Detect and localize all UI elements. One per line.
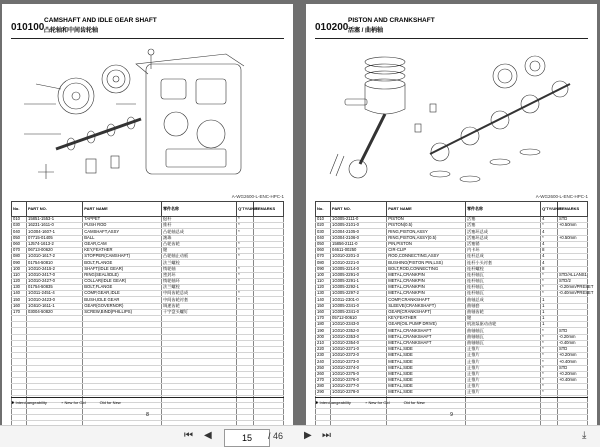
cell-part-name-cn: 止推片 (466, 359, 541, 365)
cell-part-no: 1G010-2378-0 (331, 390, 387, 396)
last-page-icon[interactable]: ⏭ (322, 430, 331, 441)
cell-part-no: 1G005-2341-0 (331, 309, 387, 315)
cell-part-no: 1G010-2221-0 (331, 260, 387, 266)
cell-part-no: 1G004-2106-0 (331, 235, 387, 241)
right-page (306, 4, 597, 426)
title-rule (315, 38, 588, 39)
cell-no: 160 (12, 303, 27, 309)
section-code: 010200 (315, 22, 349, 33)
cell-part-no: 1G010-2372-0 (331, 353, 387, 359)
cell-part-name-cn: 活塞环总成 (466, 235, 541, 241)
cell-part-name: METAL,CRANKSHAFT (387, 334, 466, 340)
cell-part-no: 1G010-2417-0 (27, 272, 83, 278)
cell-part-no: 1J574-1613-2 (27, 241, 83, 247)
cell-part-name-cn: 止推片 (466, 377, 541, 383)
page-number: 8 (146, 412, 149, 418)
cell-qty: * (541, 384, 558, 390)
cell-part-name-cn: 活塞环总成 (466, 229, 541, 235)
cell-qty: * (541, 278, 558, 284)
cell-no: 070 (316, 254, 331, 260)
cell-no: 270 (316, 377, 331, 383)
first-page-icon[interactable]: ⏮ (184, 430, 193, 441)
cell-qty: 1 (541, 322, 558, 328)
cell-part-name: BUSHING(PISTON PIN,LSS) (387, 260, 466, 266)
cell-part-name-cn: 凸轮齿轮 (162, 241, 237, 247)
cell-no: 130 (12, 285, 27, 291)
cell-part-name-cn: 曲轴轴瓦 (466, 340, 541, 346)
section-title: CAMSHAFT AND IDLE GEAR SHAFT (44, 17, 157, 24)
cell-qty: * (541, 291, 558, 297)
cell-part-name: RING,PISTON,ASSY (387, 229, 466, 235)
cell-part-name: KEY,FEATHER (83, 247, 162, 253)
cell-part-name: COMP,GEAR,IDLE (83, 291, 162, 297)
cell-no: 230 (316, 353, 331, 359)
cell-part-name-cn: 凸轮轴止动板 (162, 254, 237, 260)
cell-part-no: 1G004-1607-1 (27, 229, 83, 235)
cell-part-name: METAL,CRANKPIN (387, 291, 466, 297)
cell-part-name-cn: 调速齿轮 (162, 303, 237, 309)
cell-part-name-cn: 止推片 (466, 384, 541, 390)
cell-part-name: BUSH,IDLE GEAR (83, 297, 162, 303)
cell-remarks: +0.40mm (557, 359, 587, 365)
cell-no: 190 (316, 328, 331, 334)
cell-part-no: 1G010-2423-0 (27, 297, 83, 303)
cell-no: 050 (316, 241, 331, 247)
cell-part-no: 1G005-2214-0 (331, 266, 387, 272)
cell-part-name: COLLAR(IDLE GEAR) (83, 278, 162, 284)
cell-part-name: METAL,CRANKPIN (387, 278, 466, 284)
cell-part-name: METAL,SIDE (387, 346, 466, 352)
cell-part-no: 1G010-2415-2 (27, 266, 83, 272)
cell-qty: * (237, 223, 254, 229)
cell-no: 040 (316, 235, 331, 241)
cell-part-name: KEY,FEATHER (387, 316, 466, 322)
cell-part-name: COMP,CRANKSHAFT (387, 297, 466, 303)
footnote-legend (11, 397, 284, 405)
cell-part-name-cn: 挺杆 (162, 217, 237, 223)
cell-part-name: RING,PISTON,ASSY(0.5) (387, 235, 466, 241)
cell-remarks: +0.20mm (557, 353, 587, 359)
cell-no: 120 (12, 278, 27, 284)
cell-part-no: 15851-1553-1 (27, 217, 83, 223)
cell-qty: 4 (541, 229, 558, 235)
cell-part-no: 04611-00250 (331, 247, 387, 253)
cell-remarks: STD (557, 346, 587, 352)
cell-part-name: METAL,SIDE (387, 365, 466, 371)
pdf-viewer-toolbar (0, 425, 600, 447)
cell-qty: 4 (541, 260, 558, 266)
cell-part-no: 07715-01405 (27, 235, 83, 241)
page-number: 9 (450, 412, 453, 418)
cell-no: 180 (316, 322, 331, 328)
cell-remarks: STD/2 (557, 278, 587, 284)
parts-table (11, 201, 284, 427)
cell-part-name-cn: 机油泵驱动齿轮 (466, 322, 541, 328)
cell-part-name-cn: 曲轴轴瓦 (466, 328, 541, 334)
cell-part-no: 16231-1611-0 (27, 223, 83, 229)
cell-qty: * (237, 254, 254, 260)
cell-part-name: GEAR(GOVERNOR) (83, 303, 162, 309)
cell-qty: * (541, 235, 558, 241)
cell-no: 220 (316, 346, 331, 352)
cell-part-name-cn: 活塞销 (466, 241, 541, 247)
section-header (11, 17, 157, 35)
cell-part-no: 1G004-2105-0 (331, 229, 387, 235)
cell-no: 280 (316, 384, 331, 390)
cell-qty: 4 (541, 217, 558, 223)
cell-qty: * (237, 266, 254, 272)
cell-part-name-cn: 十字盘头螺钉 (162, 309, 237, 315)
cell-no: 200 (316, 334, 331, 340)
col-part-no: PART NO. (27, 202, 83, 217)
cell-qty: * (541, 353, 558, 359)
cell-no: 050 (12, 235, 27, 241)
cell-part-name-cn: 止推片 (466, 353, 541, 359)
cell-part-name-cn: 凸轮轴总成 (162, 229, 237, 235)
cell-remarks: -0.20mm (557, 334, 587, 340)
cell-no: 110 (316, 278, 331, 284)
table-header (316, 202, 588, 217)
cell-qty: * (541, 334, 558, 340)
footnote-item: Old for New (403, 400, 425, 405)
cell-no: 150 (12, 297, 27, 303)
cell-no: 060 (12, 241, 27, 247)
cell-part-no: 1G005-2292-1 (331, 285, 387, 291)
cell-part-name: SHAFT(IDLE GEAR) (83, 266, 162, 272)
cell-no: 160 (316, 309, 331, 315)
cell-part-name-cn: 连杆轴瓦 (466, 291, 541, 297)
cell-remarks: -0.40mm/PRESET (558, 290, 594, 296)
cell-no: 150 (316, 303, 331, 309)
footnote-legend (315, 397, 588, 405)
cell-part-no: 1G005-2111-0 (331, 217, 387, 223)
cell-part-name-cn: 止推片 (466, 390, 541, 396)
cell-part-name: METAL,CRANKPIN (387, 272, 466, 278)
drawing-reference: A-WG2600-L-ENC-HPC-1 (231, 194, 284, 199)
cell-part-name: STOPPER(CAMSHAFT) (83, 254, 162, 260)
cell-part-name-cn: 曲轴总成 (466, 297, 541, 303)
cell-qty: 4 (541, 241, 558, 247)
cell-qty: * (237, 272, 254, 278)
cell-qty: * (237, 229, 254, 235)
col-part-name: PART NAME (83, 202, 162, 217)
cell-part-name: RING(SEAL/IDLE) (83, 272, 162, 278)
parts-table (315, 201, 594, 427)
title-rule (11, 38, 284, 39)
cell-no: 290 (316, 390, 331, 396)
cell-part-name: METAL,SIDE (387, 371, 466, 377)
cell-no: 170 (316, 316, 331, 322)
cell-qty: * (541, 377, 558, 383)
cell-part-no: 03004-50820 (27, 309, 83, 315)
cell-qty: 4 (541, 254, 558, 260)
cell-qty: * (237, 247, 254, 253)
download-icon[interactable]: ⤓ (582, 430, 587, 441)
total-pages: / 46 (268, 431, 284, 441)
cell-qty: * (541, 346, 558, 352)
section-title: PISTON AND CRANKSHAFT (348, 17, 435, 24)
cell-part-name-cn: 连杆轴瓦 (466, 272, 541, 278)
prev-page-icon[interactable]: ◀ (204, 430, 212, 441)
cell-remarks: STD (557, 328, 587, 334)
cell-remarks: +0.20mm (557, 371, 587, 377)
cell-part-name-cn: 法兰螺栓 (162, 260, 237, 266)
cell-part-name: PISTON (387, 217, 466, 223)
cell-part-name-cn: 键 (466, 316, 541, 322)
cell-part-name: PIN,PISTON (387, 241, 466, 247)
col-no: No. (316, 202, 331, 217)
cell-remarks: +0.50mm (557, 223, 587, 229)
cell-no: 140 (12, 291, 27, 297)
cell-part-name-cn: 连杆轴瓦 (466, 278, 541, 284)
cell-part-no: 15856-2111-0 (331, 241, 387, 247)
cell-no: 070 (12, 247, 27, 253)
cell-part-no: 1G010-2376-0 (331, 377, 387, 383)
cell-part-no: 1G005-2291-0 (331, 272, 387, 278)
cell-no: 010 (316, 217, 331, 223)
cell-qty: 8 (541, 247, 558, 253)
cell-no: 250 (316, 365, 331, 371)
footnote-item: ⋆ New for Old (364, 400, 390, 405)
cell-no: 040 (12, 229, 27, 235)
cell-part-name: SCREW,BIND(PHILLIPS) (83, 309, 162, 315)
section-subtitle: 活塞 / 曲柄轴 (348, 28, 384, 34)
cell-part-no: 1G005-2101-0 (331, 223, 387, 229)
col-remarks: REMARKS (557, 202, 587, 217)
col-no: No. (12, 202, 27, 217)
cell-qty: 1 (541, 297, 558, 303)
section-code: 010100 (11, 22, 45, 33)
cell-remarks: +0.50mm (557, 235, 587, 241)
col-part-name-cn: 零件名称 (162, 202, 237, 217)
cell-no: 020 (316, 223, 331, 229)
cell-part-no: 1G610-1611-1 (27, 303, 83, 309)
cell-part-name: GEAR(OIL PUMP DRIVE) (387, 322, 466, 328)
cell-part-name-cn: 止推片 (466, 346, 541, 352)
cell-part-no: 1G011-2451-4 (27, 291, 83, 297)
page-number-input[interactable] (224, 429, 270, 447)
cell-part-no: 01754-50835 (27, 285, 83, 291)
cell-part-name-cn: 曲轴齿轮 (466, 309, 541, 315)
cell-qty: 1 (541, 316, 558, 322)
col-part-no: PART NO. (331, 202, 387, 217)
cell-part-name: METAL,CRANKSHAFT (387, 328, 466, 334)
cell-part-name-cn: 连杆螺栓 (466, 266, 541, 272)
cell-no: 060 (316, 247, 331, 253)
cell-part-name: BOLT,FLANGE (83, 260, 162, 266)
cell-qty: * (237, 291, 254, 297)
cell-part-name: ROD,CONNECTING,ASSY (387, 254, 466, 260)
cell-part-name: TAPPET (83, 217, 162, 223)
cell-part-name-cn: 止推片 (466, 371, 541, 377)
cell-remarks: STD (557, 217, 587, 223)
footnote-item: ✱ Interchangeability (11, 400, 47, 405)
cell-part-name: METAL,SIDE (387, 384, 466, 390)
cell-part-name: METAL,SIDE (387, 359, 466, 365)
cell-qty: 1 (541, 303, 558, 309)
cell-part-no: 1G010-2427-0 (27, 278, 83, 284)
col-qty: Q'TY/UNIT (237, 202, 254, 217)
cell-part-name-cn: 滚珠 (162, 235, 237, 241)
section-header (315, 17, 435, 35)
cell-part-no: 1G005-2291-1 (331, 278, 387, 284)
cell-part-name-cn: 惰轮轴 (162, 266, 237, 272)
cell-no: 240 (316, 359, 331, 365)
footnote-item: Old for New (99, 400, 121, 405)
cell-part-no: 01754-50810 (27, 260, 83, 266)
cell-part-name: METAL,SIDE (387, 353, 466, 359)
col-part-name-cn: 零件名称 (466, 202, 541, 217)
cell-no: 110 (12, 272, 27, 278)
cell-part-name: SLEEVE(CRANKSHAFT) (387, 303, 466, 309)
cell-part-no: 1G010-2375-0 (331, 371, 387, 377)
cell-part-no: 1G010-1617-2 (27, 254, 83, 260)
cell-no: 260 (316, 371, 331, 377)
cell-no: 100 (12, 266, 27, 272)
col-qty: Q'TY/UNIT (541, 202, 558, 217)
cell-part-no: 1G005-2341-0 (331, 303, 387, 309)
cell-no: 080 (12, 254, 27, 260)
cell-no: 100 (316, 272, 331, 278)
cell-part-name: CIR-CLIP (387, 247, 466, 253)
cell-qty: * (541, 365, 558, 371)
cell-part-no: 05712-00610 (331, 316, 387, 322)
cell-qty: * (237, 278, 254, 284)
cell-qty: * (541, 371, 558, 377)
cell-no: 090 (316, 266, 331, 272)
cell-no: 210 (316, 340, 331, 346)
cell-qty: * (541, 285, 558, 291)
cell-qty: 1 (541, 309, 558, 315)
cell-part-name-cn: 内卡环 (466, 247, 541, 253)
cell-qty: * (237, 241, 254, 247)
cell-part-name-cn: 密封环 (162, 272, 237, 278)
section-subtitle: 凸轮轴和中间齿轮轴 (44, 28, 99, 34)
cell-part-no: 1G005-2297-2 (331, 291, 387, 297)
left-page (2, 4, 293, 426)
cell-part-name: GEAR(CRANKSHAFT) (387, 309, 466, 315)
piston-crankshaft-exploded-drawing (320, 44, 580, 192)
cell-part-no: 1G010-2374-0 (331, 365, 387, 371)
footnote-item: ✱ Interchangeability (315, 400, 351, 405)
cell-part-name-cn: 连杆轴瓦 (466, 285, 541, 291)
cell-qty: * (541, 223, 558, 229)
next-page-icon[interactable]: ▶ (304, 430, 312, 441)
cell-no: 170 (12, 309, 27, 315)
cell-part-name-cn: 活塞 (466, 217, 541, 223)
cell-part-name-cn: 曲轴轴瓦 (466, 334, 541, 340)
cell-part-no: 1G010-2352-0 (331, 328, 387, 334)
cell-part-name-cn: 曲轴套 (466, 303, 541, 309)
cell-no: 130 (316, 291, 331, 297)
cell-part-name: BALL (83, 235, 162, 241)
cell-part-no: 1G010-2373-0 (331, 359, 387, 365)
cell-no: 030 (316, 229, 331, 235)
cell-part-name: METAL,SIDE (387, 377, 466, 383)
camshaft-exploded-drawing (16, 44, 276, 192)
cell-part-name-cn: 止推片 (466, 365, 541, 371)
cell-part-no: 1G010-2353-0 (331, 334, 387, 340)
cell-part-name: BOLT,ROD,CONNECTING (387, 266, 466, 272)
cell-remarks: +0.40mm (557, 377, 587, 383)
cell-part-name: PUSH ROD (83, 223, 162, 229)
cell-part-no: 1G010-2201-3 (331, 254, 387, 260)
cell-qty: * (541, 359, 558, 365)
cell-part-name-cn: 连杆小头衬套 (466, 260, 541, 266)
cell-remarks: STD (557, 365, 587, 371)
cell-part-no: 1G010-2377-0 (331, 384, 387, 390)
table-body (12, 217, 284, 427)
cell-qty: * (541, 272, 558, 278)
cell-part-name-cn: 中间齿轮总成 (162, 291, 237, 297)
cell-no: 090 (12, 260, 27, 266)
cell-part-name: BOLT,FLANGE (83, 285, 162, 291)
cell-part-no: 1G011-2301-0 (331, 297, 387, 303)
cell-qty: * (237, 217, 254, 223)
cell-part-no: 1G010-2343-0 (331, 322, 387, 328)
cell-no: 030 (12, 223, 27, 229)
cell-remarks: STD/ALLANS1 (558, 271, 587, 277)
cell-part-name: METAL,CRANKSHAFT (387, 340, 466, 346)
footnote-item: ⋆ New for Old (60, 400, 86, 405)
cell-part-name-cn: 活塞 (466, 223, 541, 229)
cell-part-name-cn: 键 (162, 247, 237, 253)
cell-part-name: PISTON(0.5) (387, 223, 466, 229)
cell-part-no: 1G010-2371-0 (331, 346, 387, 352)
cell-remarks: -0.20mm/PRESET (558, 284, 594, 290)
cell-part-name-cn: 惰轮轴环 (162, 278, 237, 284)
cell-part-no: 06713-00620 (27, 247, 83, 253)
table-header (12, 202, 284, 217)
cell-qty: * (541, 328, 558, 334)
table-body (316, 216, 594, 427)
col-remarks: REMARKS (253, 202, 283, 217)
cell-qty: 8 (541, 266, 558, 272)
cell-part-name: CAMSHAFT,ASSY (83, 229, 162, 235)
cell-part-name-cn: 中间齿轮衬套 (162, 297, 237, 303)
cell-part-name-cn: 推杆 (162, 223, 237, 229)
cell-no: 010 (12, 217, 27, 223)
cell-part-name: METAL,CRANKPIN (387, 285, 466, 291)
col-part-name: PART NAME (387, 202, 466, 217)
cell-no: 140 (316, 297, 331, 303)
cell-qty: * (541, 390, 558, 396)
cell-no: 120 (316, 285, 331, 291)
cell-part-no: 1G010-2354-0 (331, 340, 387, 346)
drawing-reference: A-WG2600-L-ENC-HPC-1 (535, 194, 588, 199)
cell-remarks: -0.40mm (557, 340, 587, 346)
cell-qty: * (541, 340, 558, 346)
cell-part-name-cn: 法兰螺栓 (162, 285, 237, 291)
cell-no: 080 (316, 260, 331, 266)
cell-part-name: METAL,SIDE (387, 390, 466, 396)
cell-qty: * (237, 297, 254, 303)
cell-part-name-cn: 连杆总成 (466, 254, 541, 260)
cell-part-name: GEAR,CAM (83, 241, 162, 247)
